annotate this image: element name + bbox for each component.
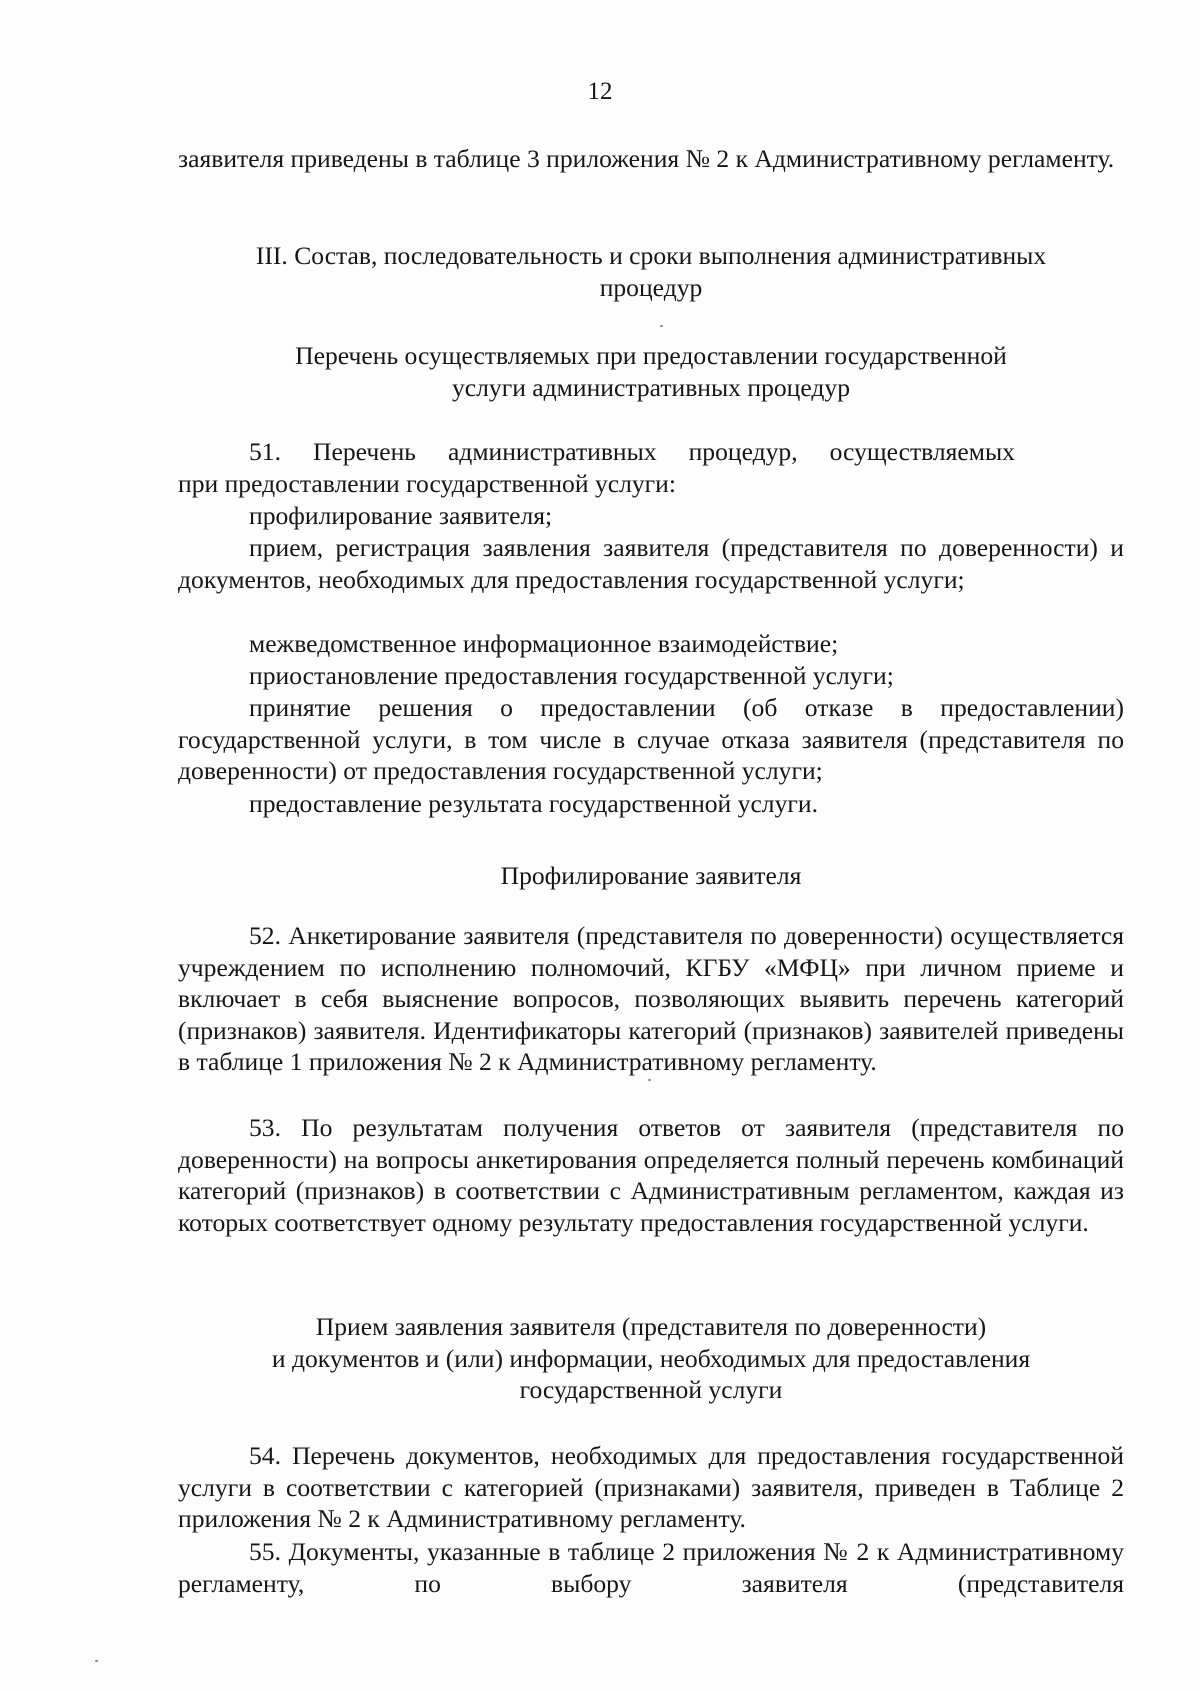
procedure-list-item: принятие решения о предоставлении (об отказе в предоставлении) государственной услуги, в том числе в случае отказа заявителя (представителя по доверенности) от предоставления государственной услуги; xyxy=(178,693,1124,786)
subsection-heading-reception xyxy=(178,1311,1124,1406)
section-title-line-2: процедур xyxy=(599,272,703,302)
page-number: 12 xyxy=(587,78,613,105)
subsection-heading-line-2: и документов и (или) информации, необходимых для предоставления xyxy=(271,1343,1031,1373)
procedure-list-item: прием, регистрация заявления заявителя (представителя по доверенности) и документов, необходимых для предоставления государственной услуги; xyxy=(178,533,1124,594)
subsection-heading-line-3: государственной услуги xyxy=(519,1375,783,1405)
procedure-list-item: приостановление предоставления государственной услуги; xyxy=(249,661,894,690)
scan-speck xyxy=(95,1660,98,1662)
paragraph-53: 53. По результатам получения ответов от заявителя (представителя по доверенности) на вопросы анкетирования определяется полный перечень комбинаций категорий (признаков) в соответствии с Административным регламентом, каждая из которых соответствует одному результату предоставления государственной услуги. xyxy=(178,1113,1124,1237)
scan-speck xyxy=(648,1079,651,1081)
procedure-list-item: межведомственное информационное взаимодействие; xyxy=(249,629,839,658)
subsection-heading-line-2: услуги административных процедур xyxy=(451,372,850,402)
scan-speck xyxy=(660,325,663,327)
paragraph-55: 55. Документы, указанные в таблице 2 приложения № 2 к Административному регламенту, по выбору заявителя (представителя xyxy=(178,1537,1124,1598)
paragraph-51-line-1: 51. Перечень административных процедур, осуществляемых xyxy=(249,437,1015,466)
procedure-list-item: профилирование заявителя; xyxy=(249,501,553,530)
intro-paragraph: заявителя приведены в таблице 3 приложения № 2 к Административному регламенту. xyxy=(178,144,1115,173)
subsection-heading-line-1: Перечень осуществляемых при предоставлении государственной xyxy=(295,341,1007,370)
procedure-list-item: предоставление результата государственной услуги. xyxy=(249,789,818,818)
subsection-heading-profiling: Профилирование заявителя xyxy=(500,861,802,890)
paragraph-51-line-2: при предоставлении государственной услуги: xyxy=(178,469,676,498)
section-title xyxy=(178,240,1124,303)
subsection-heading-line-1: Прием заявления заявителя (представителя по доверенности) xyxy=(315,1312,987,1341)
section-title-line-1: III. Состав, последовательность и сроки выполнения административных xyxy=(255,241,1047,270)
subsection-heading-procedures-list xyxy=(178,340,1124,403)
paragraph-54: 54. Перечень документов, необходимых для предоставления государственной услуги в соответствии с категорией (признаками) заявителя, приведен в Таблице 2 приложения № 2 к Административному регламенту. xyxy=(178,1441,1124,1534)
paragraph-52: 52. Анкетирование заявителя (представителя по доверенности) осуществляется учреждением по исполнению полномочий, КГБУ «МФЦ» при личном приеме и включает в себя выяснение вопросов, позволяющих выявить перечень категорий (признаков) заявителя. Идентификаторы категорий (признаков) заявителей приведены в таблице 1 приложения № 2 к Административному регламенту. xyxy=(178,921,1124,1077)
